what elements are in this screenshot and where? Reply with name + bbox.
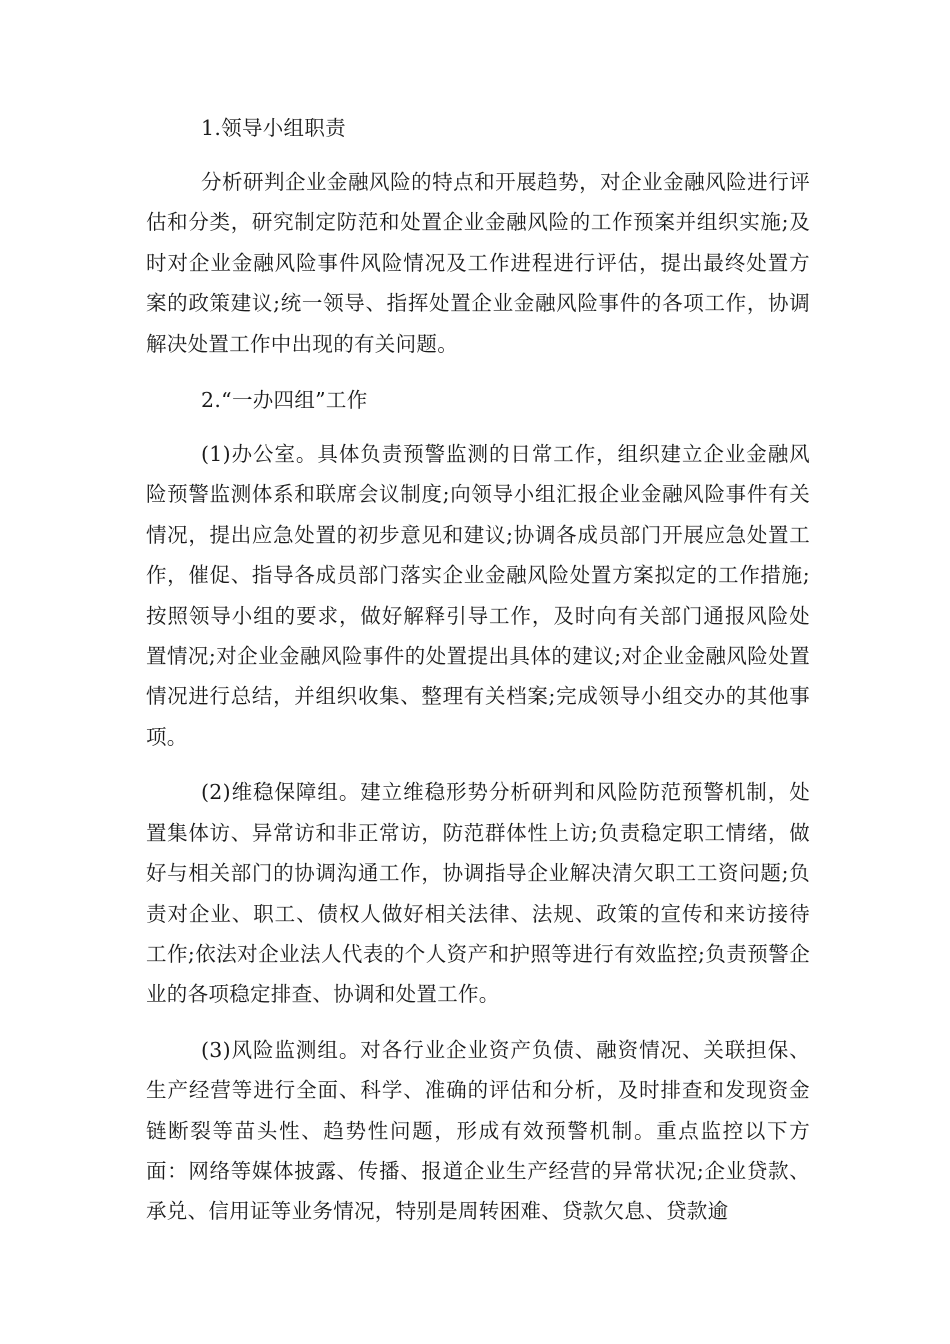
document-body — [146, 108, 810, 1232]
paragraph-stability-group: (2)维稳保障组。建立维稳形势分析研判和风险防范预警机制，处置集体访、异常访和非正常访，防范群体性上访;负责稳定职工情绪，做好与相关部门的协调沟通工作，协调指导企业解决清欠职工工资问题;负责对企业、职工、债权人做好相关法律、法规、政策的宣传和来访接待工作;依法对企业法人代表的个人资产和护照等进行有效监控;负责预警企业的各项稳定排查、协调和处置工作。 — [146, 780, 810, 1007]
paragraph-risk-monitoring-group: (3)风险监测组。对各行业企业资产负债、融资情况、关联担保、生产经营等进行全面、科学、准确的评估和分析，及时排查和发现资金链断裂等苗头性、趋势性问题，形成有效预警机制。重点监控以下方面：网络等媒体披露、传播、报道企业生产经营的异常状况;企业贷款、承兑、信用证等业务情况，特别是周转困难、贷款欠息、贷款逾 — [146, 1037, 810, 1224]
section-heading-2: 2.“一办四组”工作 — [201, 388, 368, 413]
paragraph-leadership-duties: 分析研判企业金融风险的特点和开展趋势，对企业金融风险进行评估和分类，研究制定防范和处置企业金融风险的工作预案并组织实施;及时对企业金融风险事件风险情况及工作进程进行评估，提出最终处置方案的政策建议;统一领导、指挥处置企业金融风险事件的各项工作，协调解决处置工作中出现的有关问题。 — [146, 170, 810, 356]
section-heading-1: 1.领导小组职责 — [201, 116, 346, 140]
paragraph-office: (1)办公室。具体负责预警监测的日常工作，组织建立企业金融风险预警监测体系和联席会议制度;向领导小组汇报企业金融风险事件有关情况，提出应急处置的初步意见和建议;协调各成员部门开展应急处置工作，催促、指导各成员部门落实企业金融风险处置方案拟定的工作措施;按照领导小组的要求，做好解释引导工作，及时向有关部门通报风险处置情况;对企业金融风险事件的处置提出具体的建议;对企业金融风险处置情况进行总结，并组织收集、整理有关档案;完成领导小组交办的其他事项。 — [146, 442, 810, 749]
